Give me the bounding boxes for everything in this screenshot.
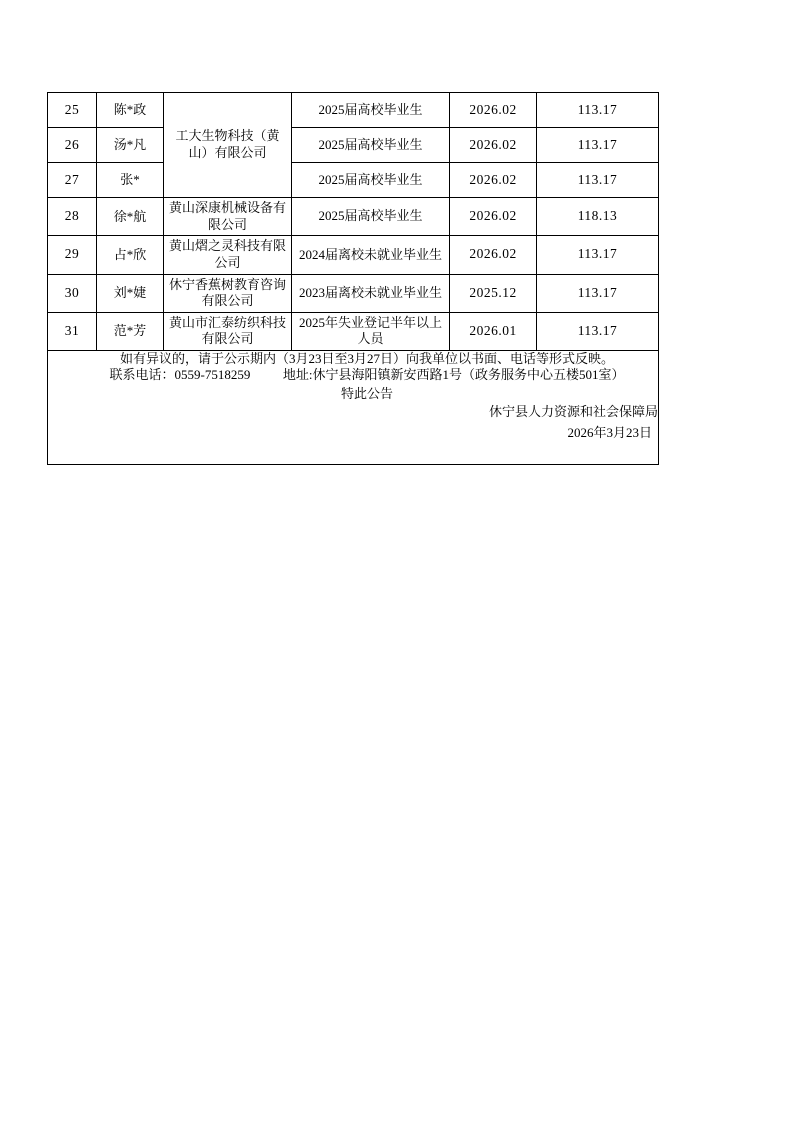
- table-row: [48, 163, 659, 198]
- notice-announcement-text: 特此公告: [340, 385, 393, 401]
- table-row: [48, 274, 659, 312]
- cell-person-name: 张*: [97, 163, 164, 198]
- cell-person-category: 2024届离校未就业毕业生: [292, 236, 450, 274]
- cell-start-date: 2026.02: [450, 93, 537, 128]
- public-notice-table: [47, 92, 659, 465]
- table-row: [48, 198, 659, 236]
- signature-block: [48, 402, 658, 461]
- cell-start-date: 2026.01: [450, 312, 537, 350]
- cell-company-name: 工大生物科技（黄山）有限公司: [164, 93, 292, 198]
- cell-amount: 113.17: [537, 236, 659, 274]
- cell-company-name: 休宁香蕉树教育咨询有限公司: [164, 274, 292, 312]
- cell-serial-number: 25: [48, 93, 97, 128]
- cell-person-name: 汤*凡: [97, 128, 164, 163]
- cell-person-category: 2025年失业登记半年以上人员: [292, 312, 450, 350]
- cell-amount: 118.13: [537, 198, 659, 236]
- cell-person-category: 2025届高校毕业生: [292, 93, 450, 128]
- cell-start-date: 2025.12: [450, 274, 537, 312]
- cell-amount: 113.17: [537, 93, 659, 128]
- table-body: [48, 93, 659, 465]
- cell-person-category: 2023届离校未就业毕业生: [292, 274, 450, 312]
- notice-block: [48, 351, 659, 465]
- notice-objection-text: 如有异议的，请于公示期内（3月23日至3月27日）向我单位以书面、电话等形式反映。: [119, 351, 614, 366]
- cell-start-date: 2026.02: [450, 198, 537, 236]
- cell-company-name: 黄山熠之灵科技有限公司: [164, 236, 292, 274]
- cell-person-name: 刘*婕: [97, 274, 164, 312]
- cell-serial-number: 26: [48, 128, 97, 163]
- cell-person-category: 2025届高校毕业生: [292, 163, 450, 198]
- cell-person-name: 范*芳: [97, 312, 164, 350]
- cell-start-date: 2026.02: [450, 163, 537, 198]
- cell-start-date: 2026.02: [450, 128, 537, 163]
- cell-person-name: 徐*航: [97, 198, 164, 236]
- table-row: [48, 128, 659, 163]
- cell-amount: 113.17: [537, 128, 659, 163]
- issue-date: 2026年3月23日: [567, 424, 652, 440]
- cell-company-name: 黄山深康机械设备有限公司: [164, 198, 292, 236]
- cell-serial-number: 28: [48, 198, 97, 236]
- cell-person-name: 占*欣: [97, 236, 164, 274]
- cell-amount: 113.17: [537, 274, 659, 312]
- cell-start-date: 2026.02: [450, 236, 537, 274]
- cell-serial-number: 29: [48, 236, 97, 274]
- table-row: [48, 236, 659, 274]
- table-row: [48, 312, 659, 350]
- table-row: [48, 93, 659, 128]
- cell-serial-number: 31: [48, 312, 97, 350]
- cell-serial-number: 27: [48, 163, 97, 198]
- cell-company-name: 黄山市汇泰纺织科技有限公司: [164, 312, 292, 350]
- notice-row: [48, 351, 659, 465]
- cell-person-category: 2025届高校毕业生: [292, 128, 450, 163]
- notice-contact-text: 联系电话：0559-7518259 地址:休宁县海阳镇新安西路1号（政务服务中心五楼501室）: [109, 367, 625, 383]
- issuing-authority: 休宁县人力资源和社会保障局: [488, 403, 658, 419]
- cell-person-category: 2025届高校毕业生: [292, 198, 450, 236]
- cell-person-name: 陈*政: [97, 93, 164, 128]
- cell-amount: 113.17: [537, 312, 659, 350]
- cell-serial-number: 30: [48, 274, 97, 312]
- cell-amount: 113.17: [537, 163, 659, 198]
